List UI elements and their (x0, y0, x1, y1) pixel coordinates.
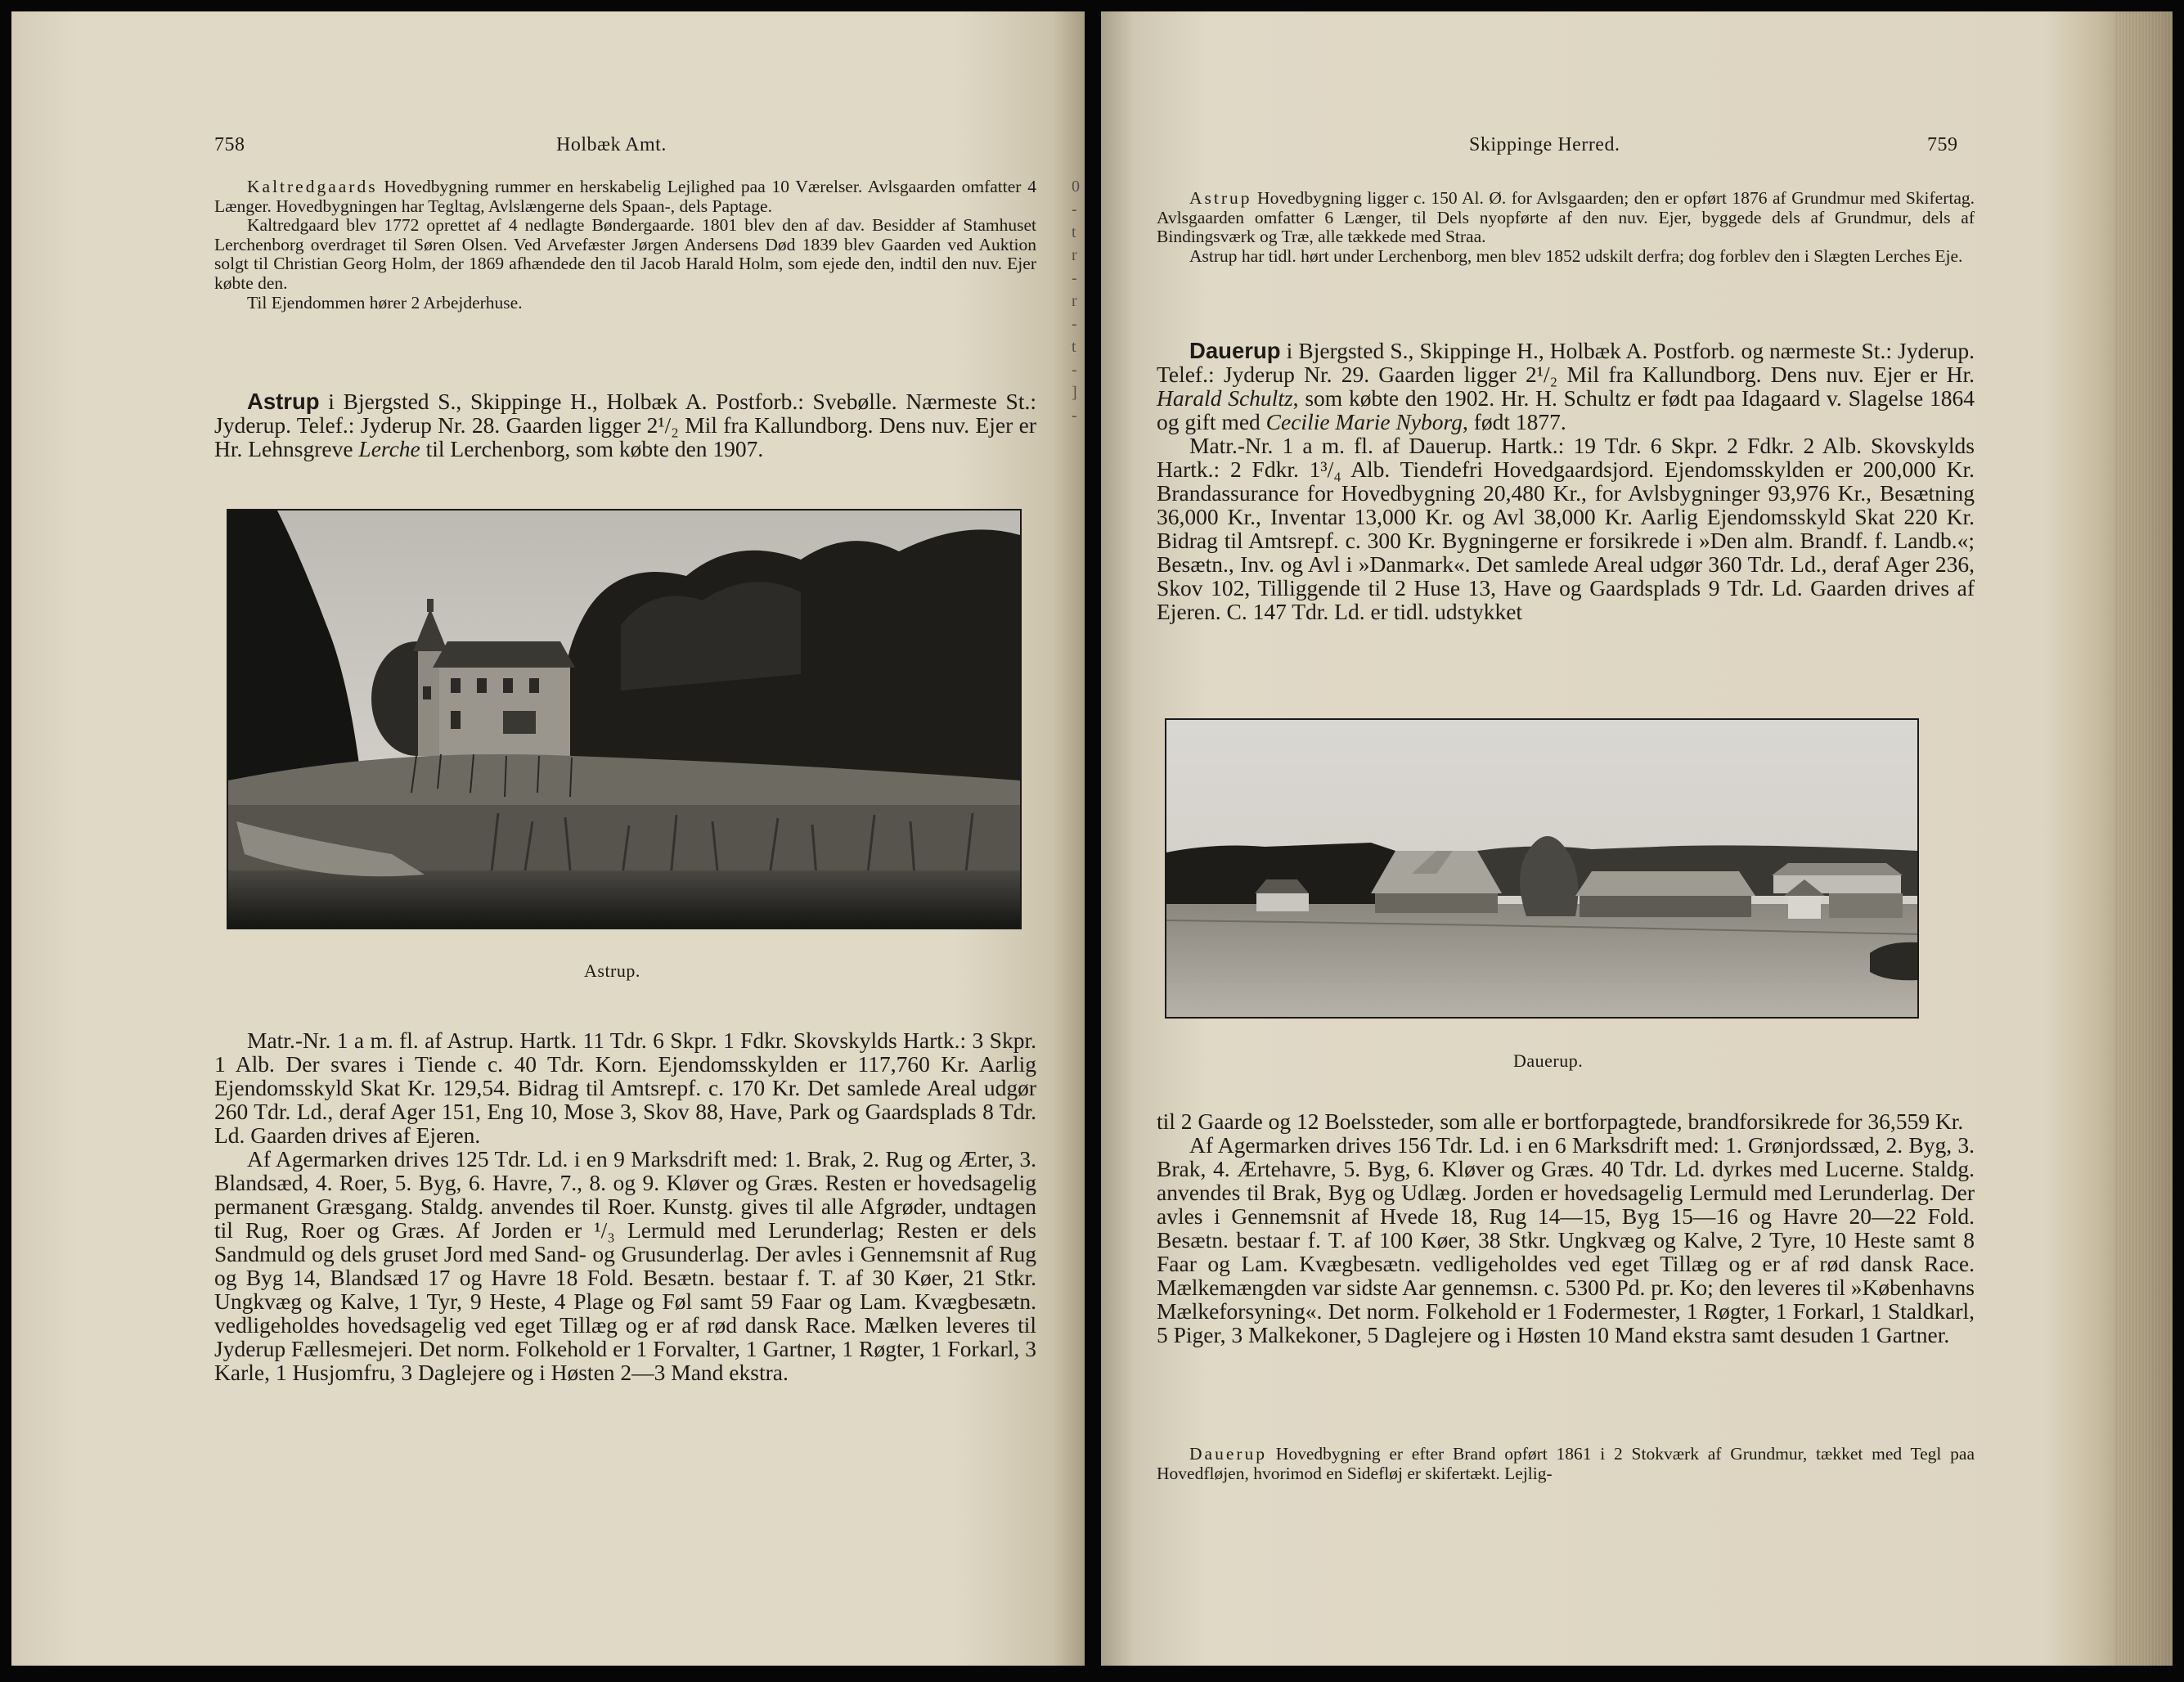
entry-heading: Astrup i Bjergsted S., Skippinge H., Holbæk A. Postforb.: Svebølle. Nærmeste St.: Jyderup. Telef.: Jyderup Nr. 28. Gaarden ligger 2¹/₂ Mil fra Kallundborg. Dens nuv. Ejer er Hr. Lehnsgreve Lerche til Lerchenborg, som købte den 1907. (214, 389, 1036, 461)
paragraph: Astrup har tidl. hørt under Lerchenborg, men blev 1852 udskilt derfra; dog forblev den i Slægten Lerches Eje. (1189, 245, 1963, 266)
dauerup-details (1157, 1109, 1975, 1347)
owner-name: Lerche (358, 436, 420, 461)
paragraph: Til Ejendommen hører 2 Arbejderhuse. (247, 292, 523, 313)
paragraph: Af Agermarken drives 125 Tdr. Ld. i en 9 Marksdrift med: 1. Brak, 2. Rug og Ærter, 3. Blandsæd, 4. Roer, 5. Byg, 6. Havre, 7., 8. og 9. Kløver og Græs. Resten er hovedsagelig permanent Græsgang. Staldg. anvendes til Roer. Kunstg. gives til alle Afgrøder, undtagen til Rug, Roer og Græs. Af Jorden er ¹/₃ Lermuld med Lerunderlag; Resten er dels Sandmuld og dels gruset Jord med Sand- og Grusunderlag. Der avles i Gennemsnit af Rug og Byg 14, Blandsæd 17 og Havre 18 Fold. Besætn. bestaar f. T. af 30 Køer, 21 Stkr. Ungkvæg og Kalve, 1 Tyr, 9 Heste, 4 Plage og Føl samt 59 Faar og Lam. Kvægbesætn. vedligeholdes hovedsagelig ved eget Tillæg og er af rød dansk Race. Mælken leveres til Jyderup Fællesmejeri. Det norm. Folkehold er 1 Forvalter, 1 Gartner, 1 Røgter, 1 Forkarl, 3 Karle, 1 Husjomfru, 3 Daglejere og i Høsten 2—3 Mand ekstra. (214, 1146, 1036, 1385)
photo-caption: Astrup. (584, 960, 640, 981)
dauerup-building-text (1157, 1445, 1975, 1483)
gutter-marks: 0 - t r - r - t - ] - (1072, 178, 1080, 425)
page-number: 759 (1927, 134, 1958, 155)
owner-name: Harald Schultz (1157, 385, 1293, 411)
astrup-details (214, 1028, 1036, 1384)
paragraph: Af Agermarken drives 156 Tdr. Ld. i en 6 Marksdrift med: 1. Grønjordssæd, 2. Byg, 3. Brak, 4. Ærtehavre, 5. Byg, 6. Kløver og Græs. 40 Tdr. Ld. dyrkes med Lucerne. Staldg. anvendes til Brak, Byg og Udlæg. Jorden er hovedsagelig Lermuld med Lerunderlag. Der avles i Gennemsnit af Hvede 18, Rug 14—15, Byg 15—16 og Havre 20—22 Fold. Besætn. bestaar f. T. af 100 Køer, 38 Stkr. Ungkvæg og Kalve, 2 Tyre, 10 Heste samt 8 Faar og Lam. Kvægbesætn. vedligeholdes ved eget Tillæg og er af rød dansk Race. Mælkemængden var sidste Aar gennemsn. c. 5300 Pd. pr. Ko; den leveres til »Københavns Mælkeforsyning«. Det norm. Folkehold er 1 Fodermester, 1 Røgter, 1 Forkarl, 1 Staldkarl, 5 Piger, 3 Malkekoner, 5 Daglejere og i Høsten 10 Mand ekstra samt desuden 1 Gartner. (1157, 1132, 1975, 1347)
running-head: Holbæk Amt. (556, 134, 667, 155)
astrup-building-text (1157, 189, 1975, 266)
paragraph: Kaltredgaard blev 1772 oprettet af 4 nedlagte Bøndergaarde. 1801 blev den af dav. Besidder af Stamhuset Lerchenborg overdraget til Søren Olsen. Ved Arvefæster Jørgen Andersens Død 1839 blev Gaarden ved Auktion solgt til Christian Georg Holm, der 1869 afhændede den til Jacob Harald Holm, som ejede den, indtil den nuv. Ejer købte den. (214, 215, 1036, 293)
estate-name: Dauerup (1189, 338, 1281, 363)
paragraph: Matr.-Nr. 1 a m. fl. af Astrup. Hartk. 11 Tdr. 6 Skpr. 1 Fdkr. Skovskylds Hartk.: 3 Skpr. 1 Alb. Der svares i Tiende c. 40 Tdr. Korn. Ejendomsskylden er 117,760 Kr. Aarlig Ejendomsskyld Skat Kr. 129,54. Bidrag til Amtsrepf. c. 170 Kr. Det samlede Areal udgør 260 Tdr. Ld., deraf Ager 151, Eng 10, Mose 3, Skov 88, Have, Park og Gaardsplads 8 Tdr. Ld. Gaarden drives af Ejeren. (214, 1028, 1036, 1148)
kaltredgaard-text (214, 178, 1036, 313)
paragraph: Matr.-Nr. 1 a m. fl. af Dauerup. Hartk.: 19 Tdr. 6 Skpr. 2 Fdkr. 2 Alb. Skovskylds Hartk.: 2 Fdkr. 1³/₄ Alb. Tiendefri Hovedgaardsjord. Ejendomsskylden er 200,000 Kr. Brandassurance for Hovedbygning 20,480 Kr., for Avlsbygninger 93,976 Kr., Besætning 36,000 Kr., Inventar 13,000 Kr. og Avl 38,000 Kr. Aarlig Ejendomsskyld Skat 220 Kr. Bidrag til Amtsrepf. c. 300 Kr. Bygningerne er forsikrede i »Den alm. Brandf. f. Landb.«; Besætn., Inv. og Avl i »Danmark«. Det samlede Areal udgør 360 Tdr. Ld., deraf Ager 236, Skov 102, Tilliggende til 2 Huse 13, Have og Gaardsplads 9 Tdr. Ld. Gaarden drives af Ejeren. C. 147 Tdr. Ld. er tidl. udstykket (1157, 433, 1975, 624)
astrup-photo (227, 509, 1022, 929)
paragraph: Kaltredgaards Hovedbygning rummer en herskabelig Lejlighed paa 10 Værelser. Avlsgaarden omfatter 4 Længer. Hovedbygningen har Tegltag, Avlslængerne dels Spaan-, dels Paptage. (214, 177, 1036, 216)
page-edges (2115, 11, 2173, 1666)
running-head: Skippinge Herred. (1469, 134, 1620, 155)
photo-caption: Dauerup. (1513, 1050, 1584, 1071)
astrup-entry (214, 389, 1036, 461)
dauerup-photo (1165, 718, 1919, 1019)
page-number: 758 (214, 134, 245, 155)
paragraph: Dauerup Hovedbygning er efter Brand opført 1861 i 2 Stokværk af Grundmur, tækket med Tegl paa Hovedfløjen, hvorimod en Sidefløj er skifertækt. Lejlig- (1157, 1444, 1975, 1483)
left-page (11, 11, 1085, 1666)
paragraph: Astrup Hovedbygning ligger c. 150 Al. Ø. for Avlsgaarden; den er opført 1876 af Grundmur med Skifertag. Avlsgaarden omfatter 6 Længer, til Dels nyopførte af den nuv. Ejer, byggede dels af Grundmur, dels af Bindingsværk og Træ, alle tækkede med Straa. (1157, 188, 1975, 247)
right-page (1101, 11, 2173, 1666)
paragraph: til 2 Gaarde og 12 Boelssteder, som alle er bortforpagtede, brandforsikrede for 36,559 Kr. (1157, 1109, 1964, 1134)
wife-name: Cecilie Marie Nyborg (1265, 409, 1463, 434)
estate-name: Astrup (247, 389, 320, 414)
entry-heading: Dauerup i Bjergsted S., Skippinge H., Holbæk A. Postforb. og nærmeste St.: Jyderup. Telef.: Jyderup Nr. 29. Gaarden ligger 2¹/₂ Mil fra Kallundborg. Dens nuv. Ejer er Hr. Harald Schultz, som købte den 1902. Hr. H. Schultz er født paa Idagaard v. Slagelse 1864 og gift med Cecilie Marie Nyborg, født 1877. (1157, 338, 1975, 434)
dauerup-entry (1157, 339, 1975, 623)
